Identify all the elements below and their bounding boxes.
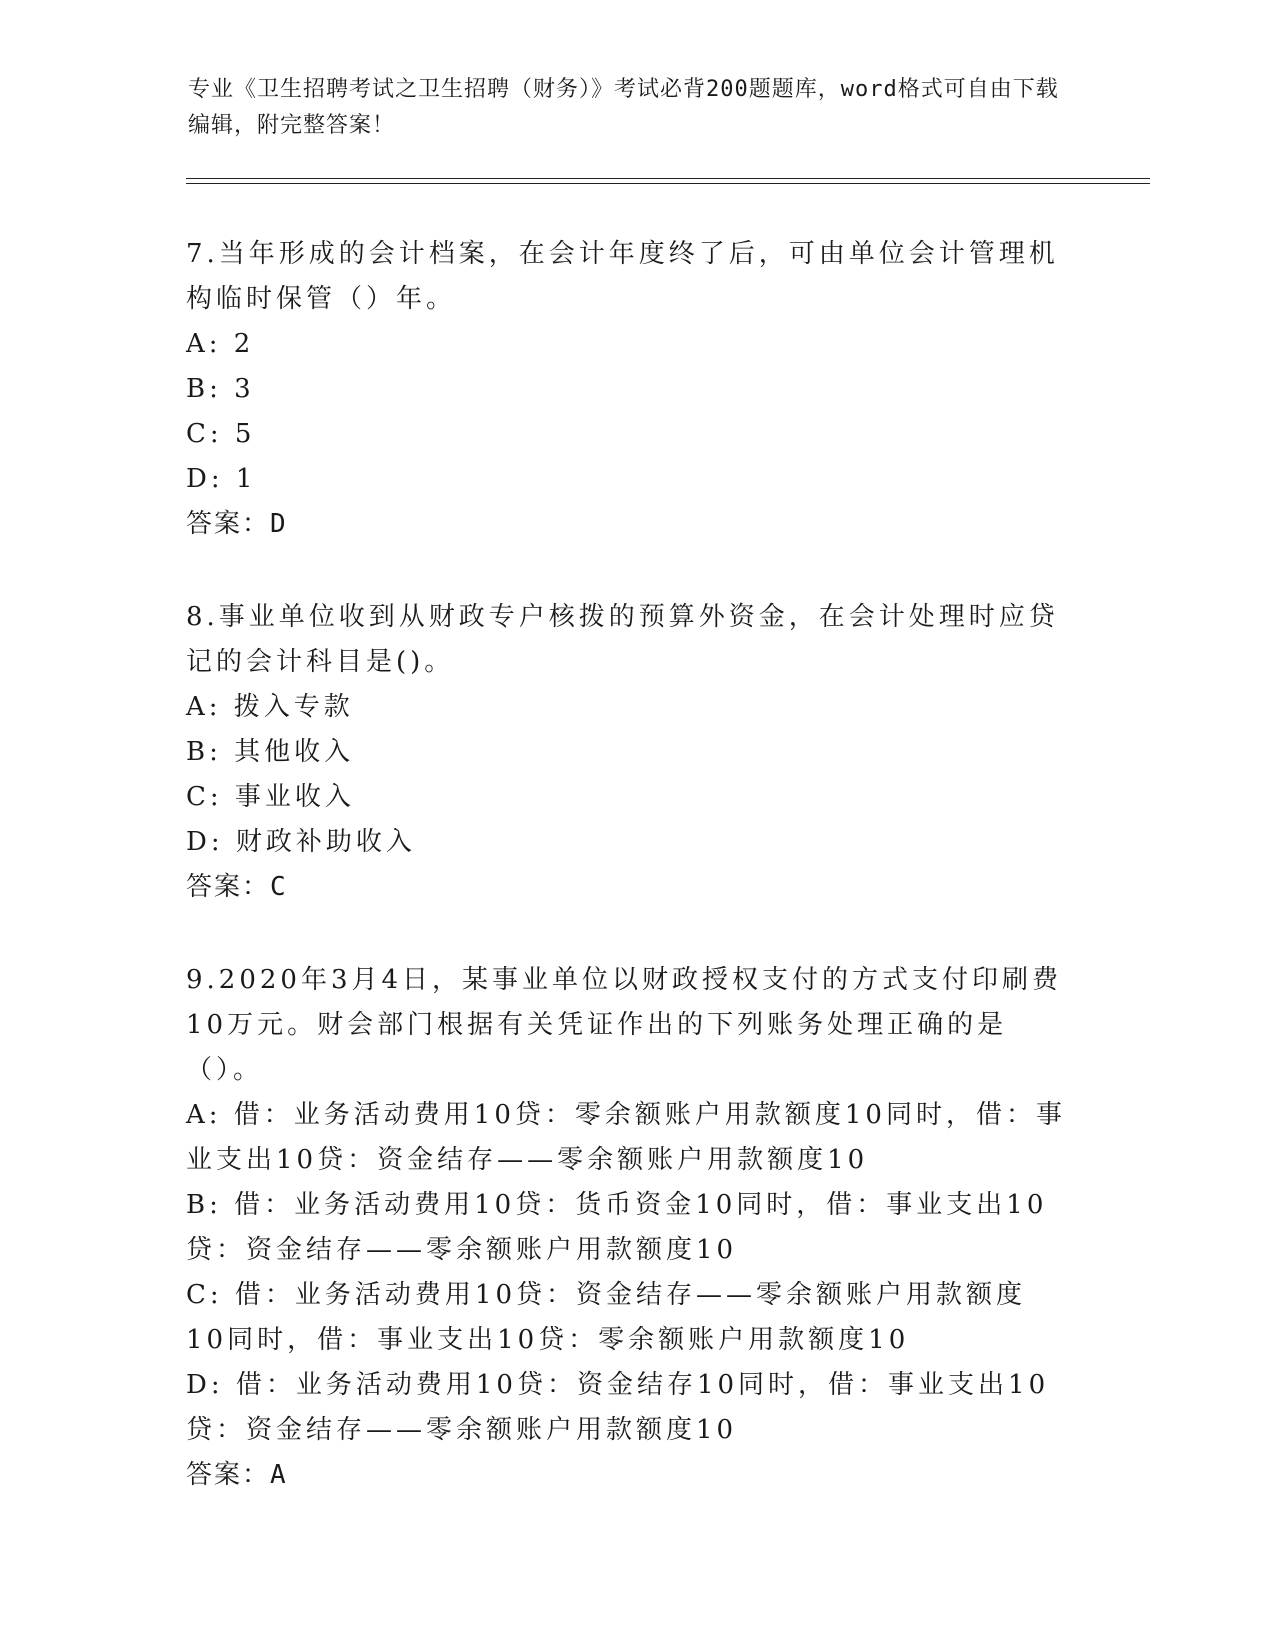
option-b: B: 3	[186, 374, 255, 404]
option-d: D: 1	[186, 464, 257, 494]
option-d: D: 借：业务活动费用10贷：资金结存10同时，借：事业支出10贷：资金结存——零余额账户用款额度10	[186, 1370, 1050, 1445]
document-header: 专业《卫生招聘考试之卫生招聘（财务）》考试必背200题题库，word格式可自由下载编辑，附完整答案！	[188, 77, 1059, 138]
question-9	[186, 958, 1066, 1498]
question-stem: 7.当年形成的会计档案，在会计年度终了后，可由单位会计管理机构临时保管（）年。	[186, 239, 1059, 314]
option-c: C: 5	[186, 419, 256, 449]
option-a: A: 2	[186, 329, 255, 359]
question-8	[186, 595, 1066, 910]
option-a: A: 拨入专款	[186, 692, 354, 722]
option-c: C: 借：业务活动费用10贷：资金结存——零余额账户用款额度10同时，借：事业支出10贷：零余额账户用款额度10	[186, 1280, 1027, 1355]
option-b: B: 借：业务活动费用10贷：货币资金10同时，借：事业支出10贷：资金结存——零余额账户用款额度10	[186, 1190, 1048, 1265]
option-b: B: 其他收入	[186, 737, 355, 767]
question-7	[186, 232, 1066, 547]
question-stem: 9.2020年3月4日，某事业单位以财政授权支付的方式支付印刷费10万元。财会部门根据有关凭证作出的下列账务处理正确的是（）。	[186, 965, 1063, 1085]
header-divider	[186, 178, 1150, 184]
answer-label: 答案：C	[186, 872, 288, 902]
question-stem: 8.事业单位收到从财政专户核拨的预算外资金，在会计处理时应贷记的会计科目是()。	[186, 602, 1059, 677]
answer-label: 答案：D	[186, 509, 288, 539]
answer-label: 答案：A	[186, 1460, 288, 1490]
option-d: D: 财政补助收入	[186, 827, 416, 857]
option-c: C: 事业收入	[186, 782, 355, 812]
option-a: A: 借：业务活动费用10贷：零余额账户用款额度10同时，借：事业支出10贷：资金结存——零余额账户用款额度10	[186, 1100, 1066, 1175]
